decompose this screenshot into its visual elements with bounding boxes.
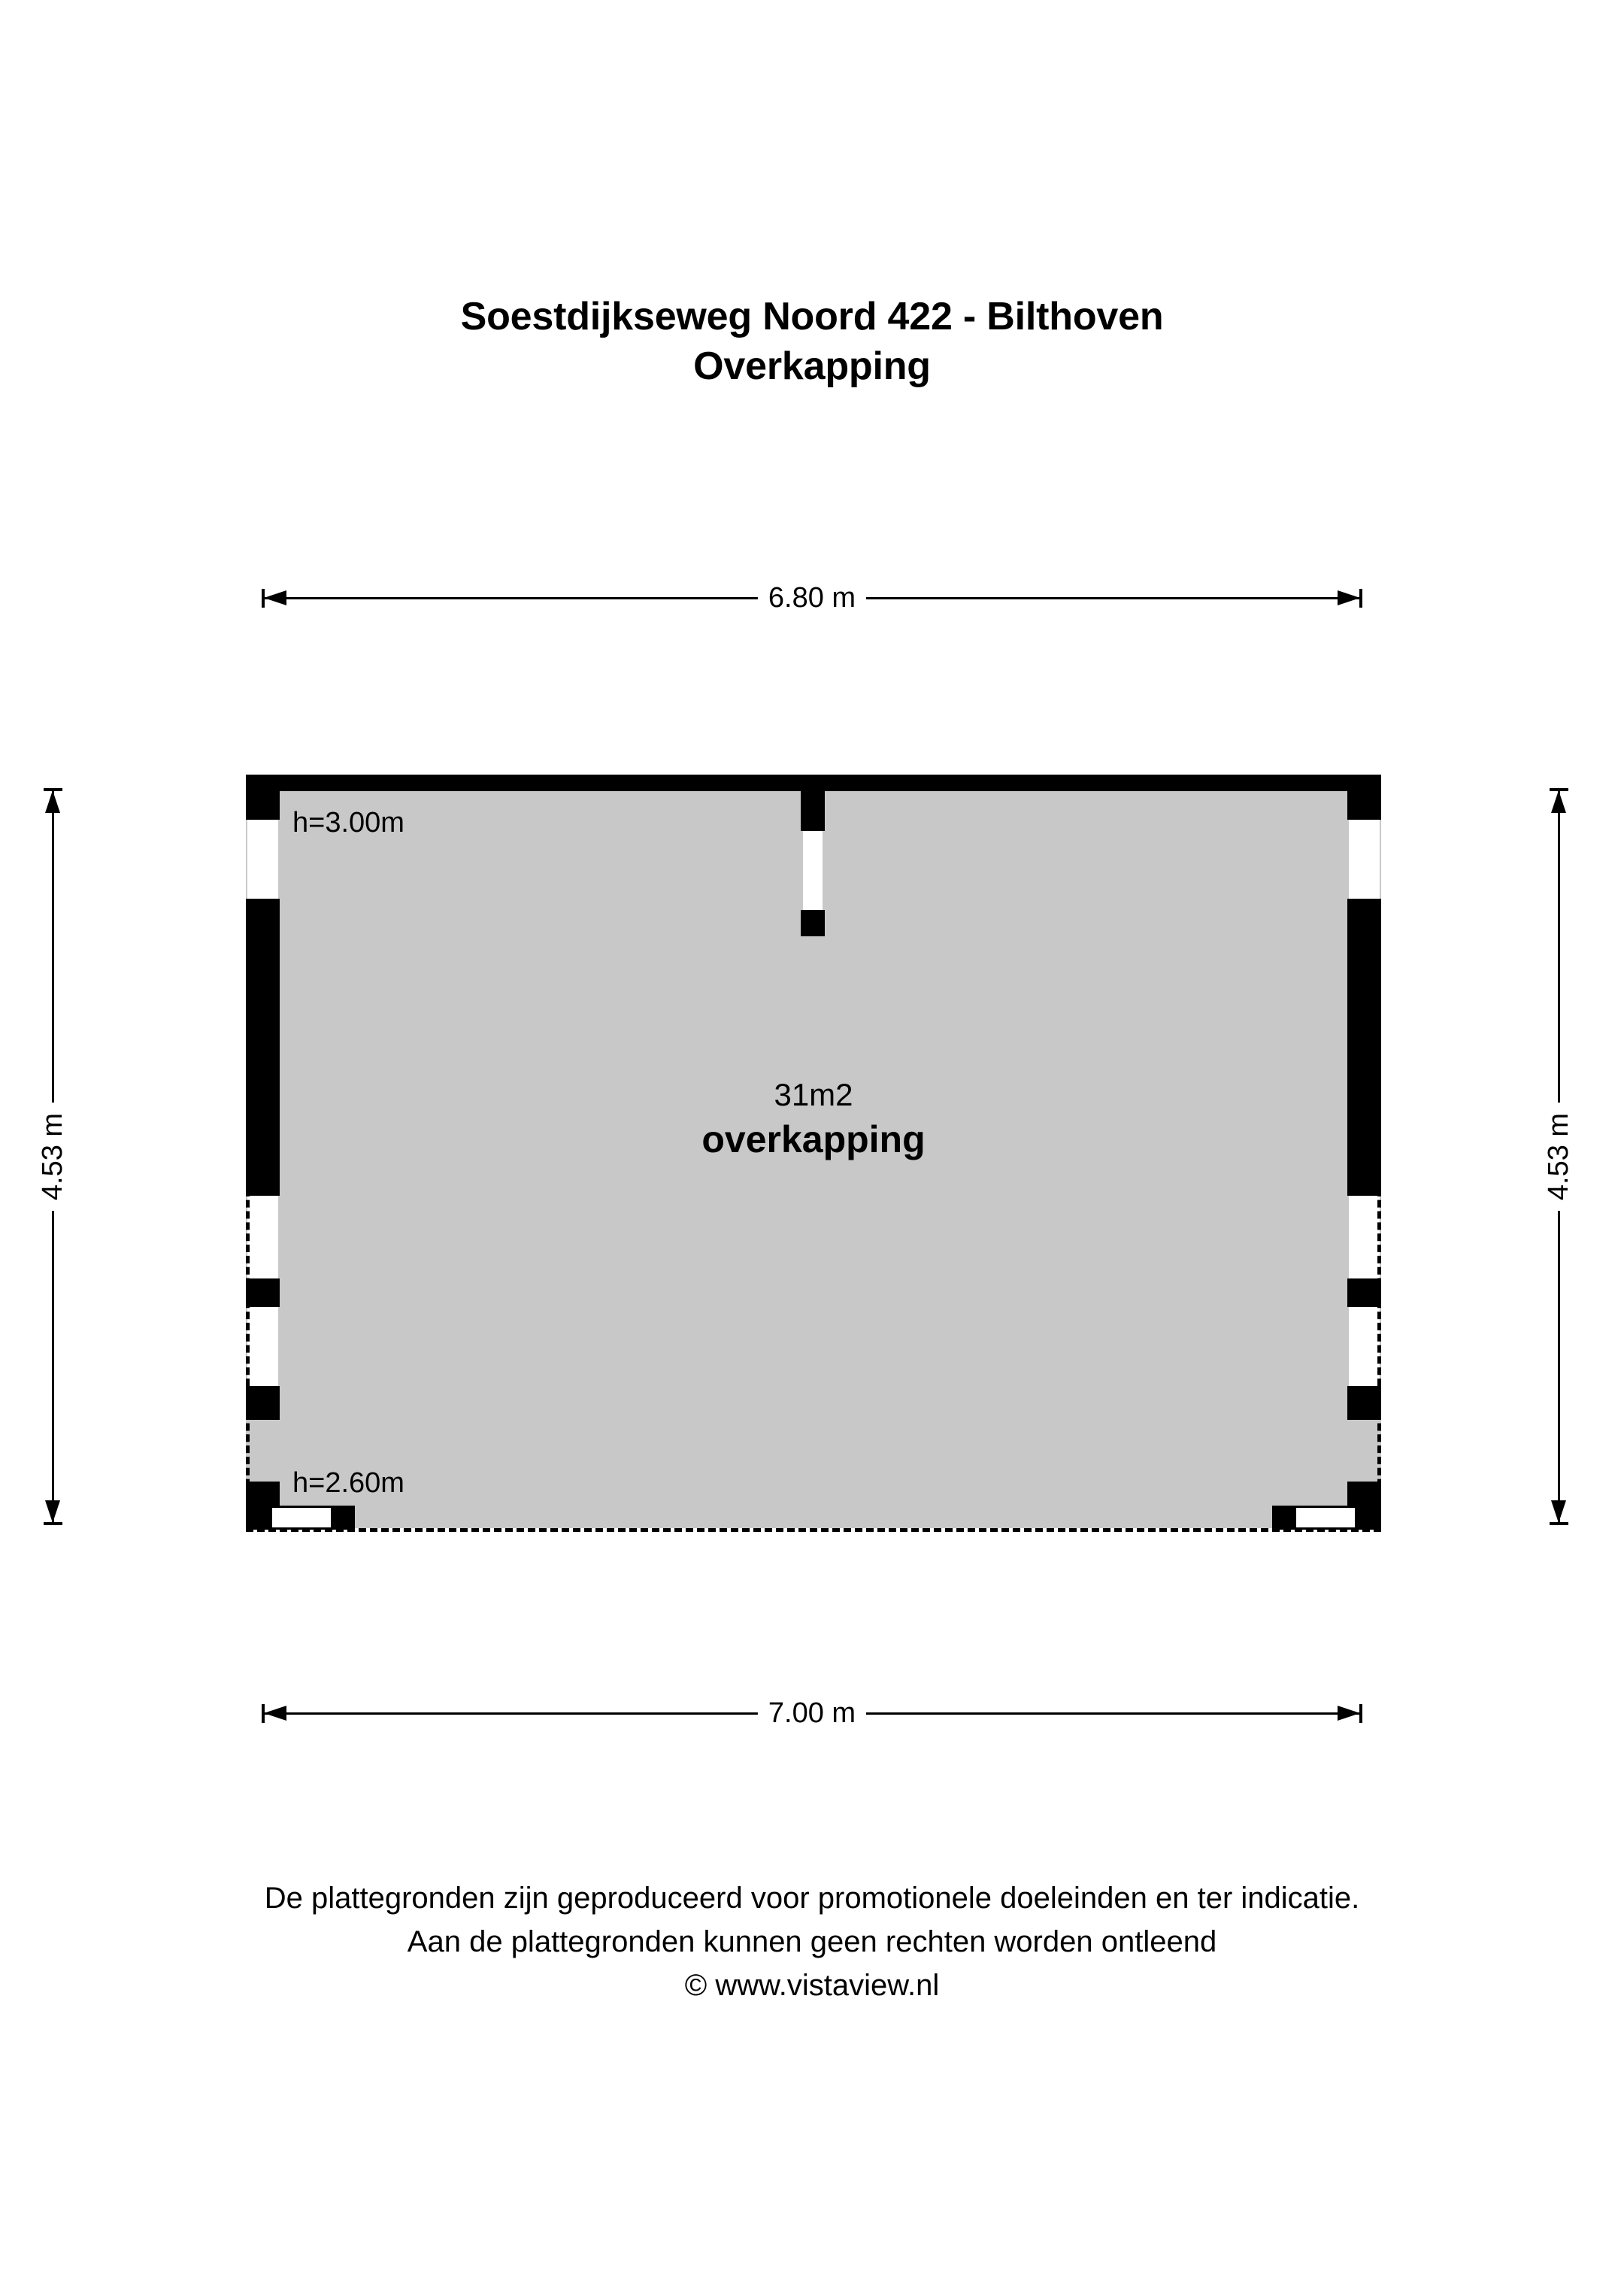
wall-left-corner-top bbox=[246, 775, 280, 820]
dimension-right bbox=[1536, 788, 1581, 1525]
boundary-dashed-left bbox=[246, 1178, 250, 1531]
dimension-bottom-arrow-right-icon bbox=[1338, 1706, 1360, 1721]
dimension-right-arrow-top-icon bbox=[1551, 790, 1566, 813]
dimension-right-label: 4.53 m bbox=[1541, 1103, 1577, 1211]
dimension-right-arrow-bottom-icon bbox=[1551, 1500, 1566, 1523]
room-area-value: 31m2 bbox=[774, 1077, 853, 1112]
wall-right-opening-3 bbox=[1349, 1307, 1380, 1386]
post-lower-right-opening-horizontal bbox=[1296, 1508, 1355, 1527]
page-title bbox=[0, 292, 1624, 391]
post-lower-right-vertical-top bbox=[1347, 1482, 1381, 1506]
dimension-top-arrow-right-icon bbox=[1338, 590, 1360, 605]
wall-right-seg-3 bbox=[1347, 1386, 1381, 1420]
disclaimer-copyright: © www.vistaview.nl bbox=[684, 1969, 940, 2002]
dimension-bottom-label: 7.00 m bbox=[758, 1695, 866, 1731]
post-lower-left-opening-horizontal bbox=[272, 1508, 331, 1527]
dimension-top bbox=[262, 575, 1362, 620]
dimension-left bbox=[30, 788, 75, 1525]
boundary-dashed-right bbox=[1377, 1178, 1381, 1531]
post-lower-left-vertical-top bbox=[246, 1482, 280, 1506]
column-center-base bbox=[801, 910, 825, 936]
wall-left-opening-2 bbox=[247, 1196, 278, 1278]
dimension-bottom bbox=[262, 1691, 1362, 1736]
wall-right-opening-1 bbox=[1349, 820, 1380, 899]
wall-left-opening-1 bbox=[247, 820, 278, 899]
room-label bbox=[246, 1074, 1381, 1163]
dimension-top-arrow-left-icon bbox=[264, 590, 286, 605]
wall-right-opening-2 bbox=[1349, 1196, 1380, 1278]
disclaimer-line-2: Aan de plattegronden kunnen geen rechten worden ontleend bbox=[407, 1925, 1217, 1958]
boundary-dashed-bottom bbox=[246, 1528, 1381, 1532]
room-name: overkapping bbox=[701, 1118, 926, 1160]
dimension-left-arrow-bottom-icon bbox=[45, 1500, 60, 1523]
title-subject: Overkapping bbox=[693, 344, 931, 388]
wall-left-opening-3 bbox=[247, 1307, 278, 1386]
disclaimer-line-1: De plattegronden zijn geproduceerd voor promotionele doeleinden en ter indicatie. bbox=[264, 1882, 1360, 1915]
floor-plan bbox=[246, 775, 1381, 1533]
column-center-top bbox=[801, 775, 825, 831]
dimension-top-label: 6.80 m bbox=[758, 580, 866, 616]
ceiling-height-lower-label: h=2.60m bbox=[292, 1467, 404, 1499]
disclaimer bbox=[0, 1876, 1624, 2007]
wall-right-seg-2 bbox=[1347, 1278, 1381, 1307]
title-address: Soestdijkseweg Noord 422 - Bilthoven bbox=[460, 295, 1164, 338]
ceiling-height-upper-label: h=3.00m bbox=[292, 807, 404, 839]
column-center-opening bbox=[803, 831, 823, 910]
wall-right-corner-top bbox=[1347, 775, 1381, 820]
wall-left-seg-2 bbox=[246, 1278, 280, 1307]
wall-left-seg-3 bbox=[246, 1386, 280, 1420]
dimension-left-label: 4.53 m bbox=[35, 1103, 71, 1211]
dimension-bottom-arrow-left-icon bbox=[264, 1706, 286, 1721]
dimension-left-arrow-top-icon bbox=[45, 790, 60, 813]
